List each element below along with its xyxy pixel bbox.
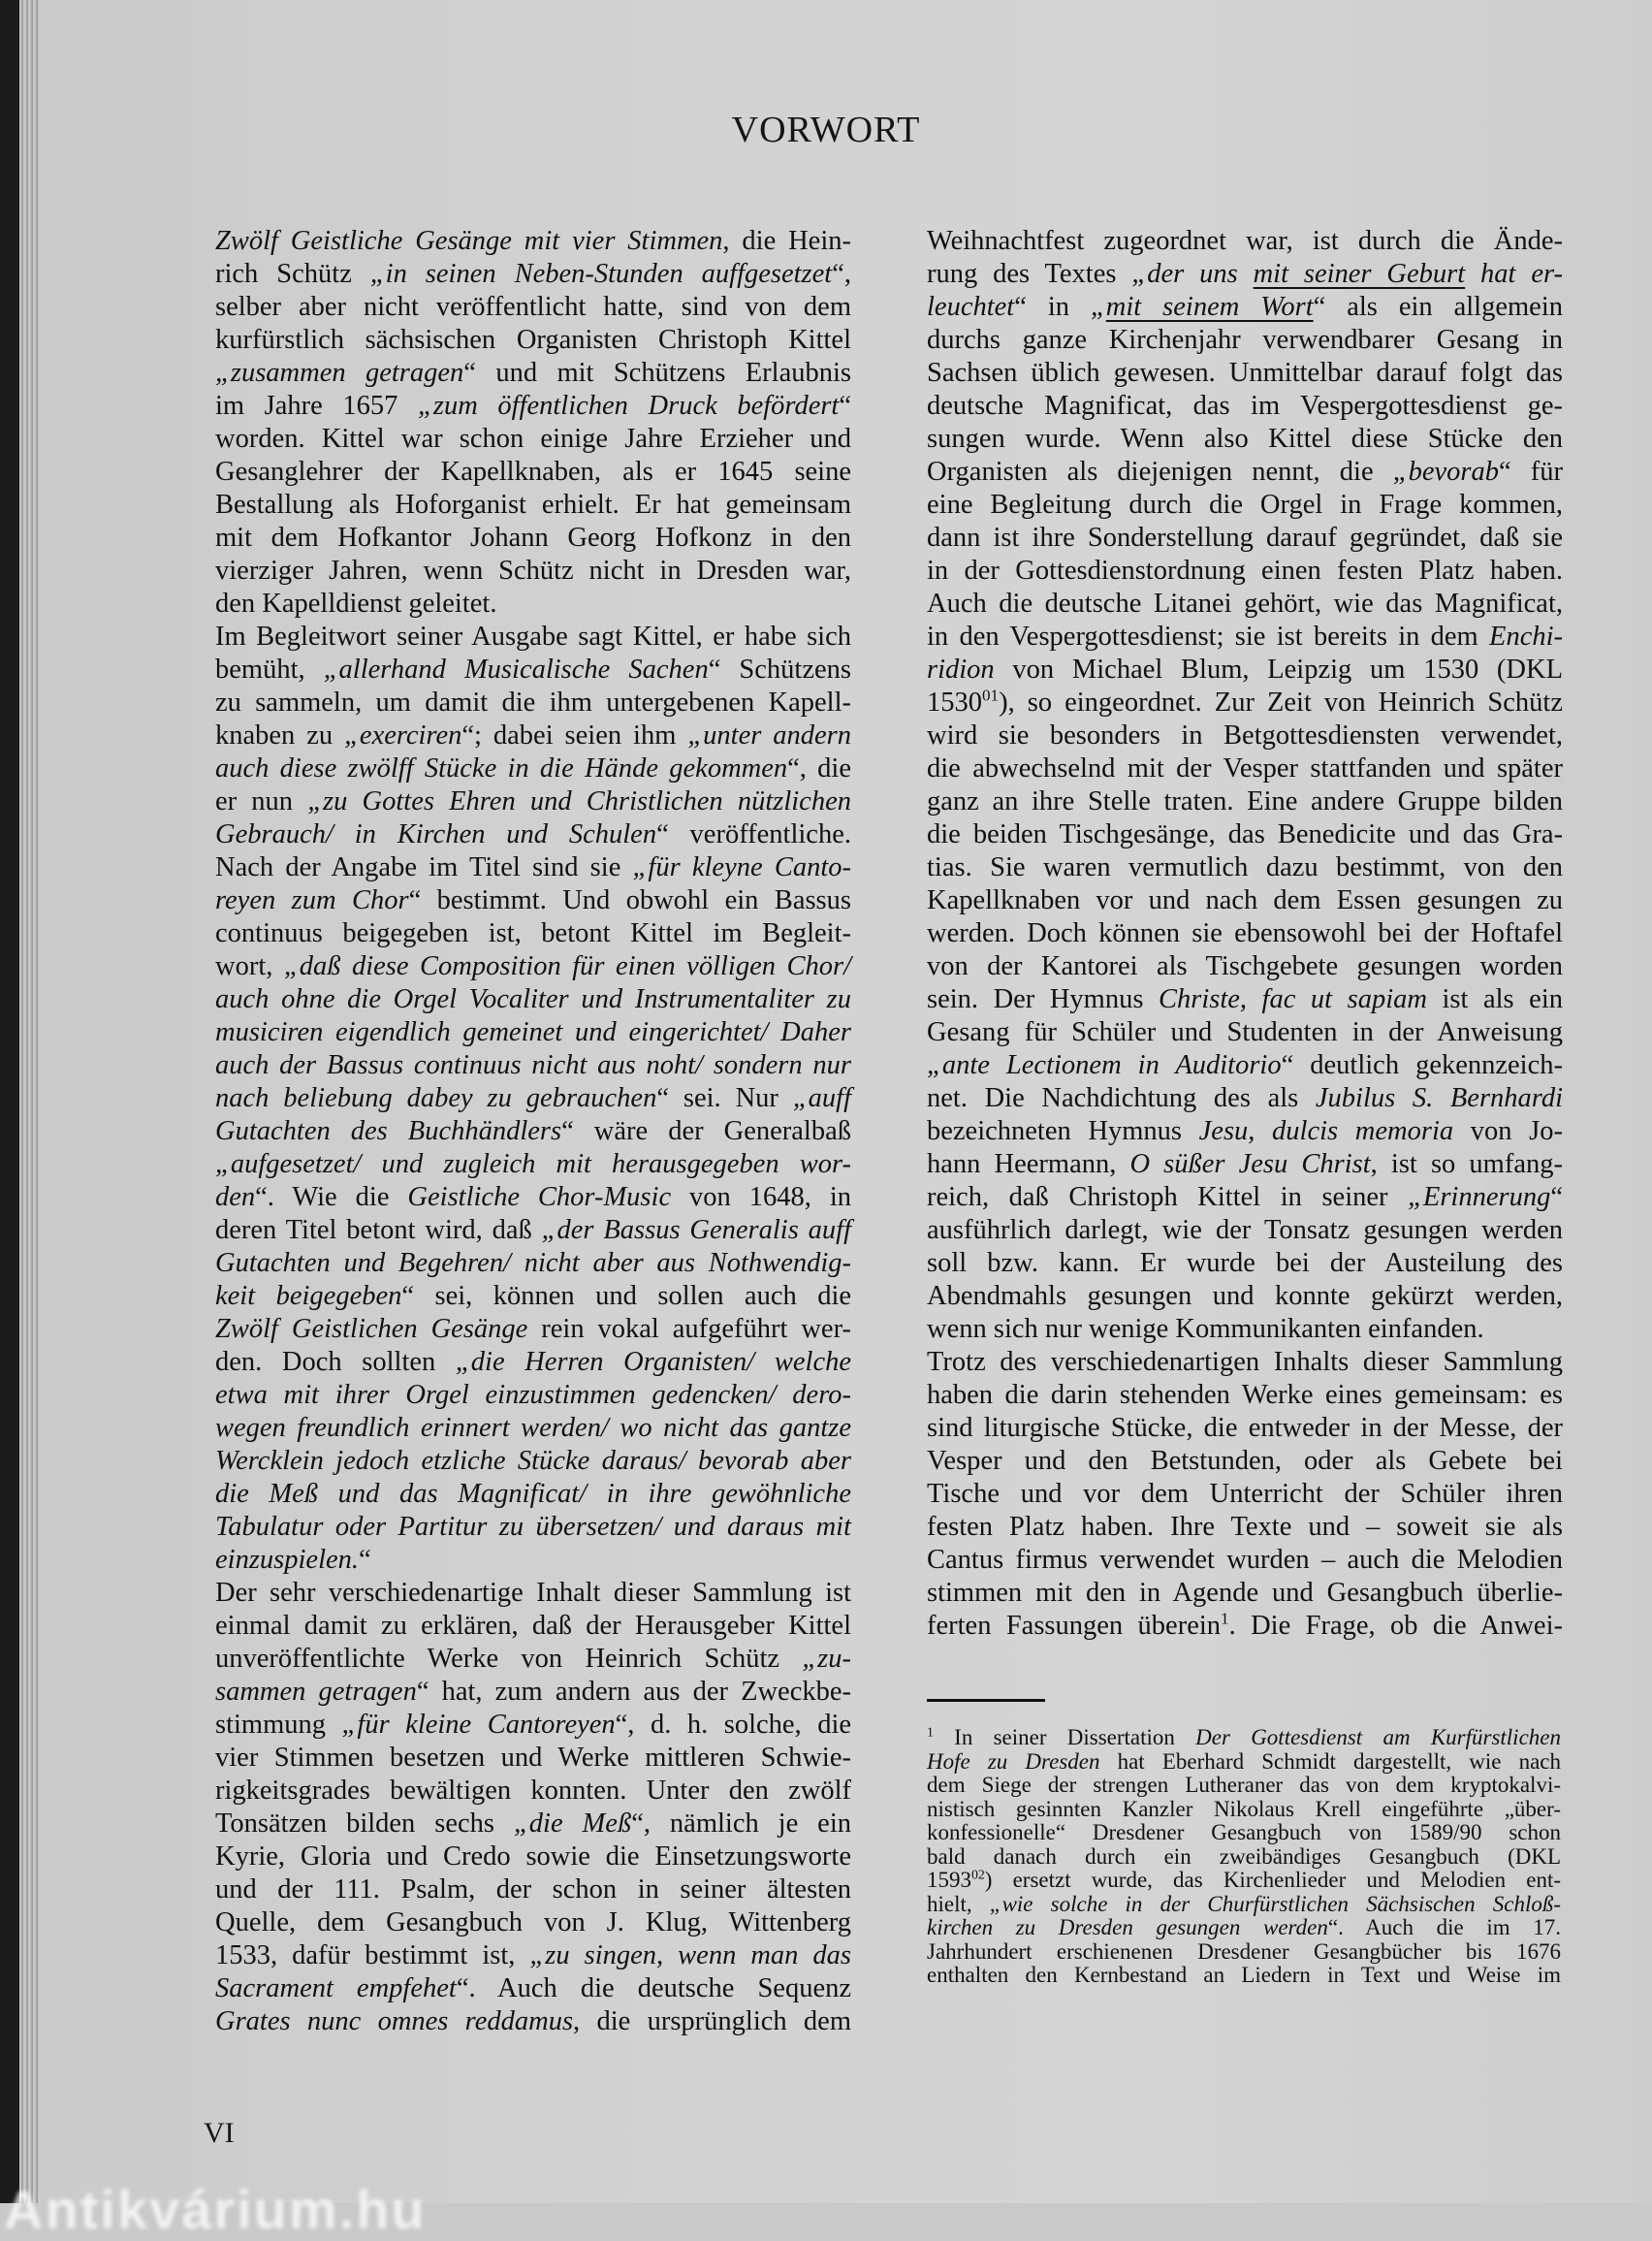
italic-text: Gebrauch/ in Kirchen und Schulen bbox=[215, 819, 657, 849]
text-line bbox=[215, 1379, 851, 1412]
italic-text: „Erinnerung bbox=[1408, 1182, 1551, 1212]
text-line bbox=[927, 1148, 1563, 1181]
text-line bbox=[215, 1049, 851, 1082]
text-run: Der sehr verschiedenartige Inhalt dieser Sammlung ist bbox=[215, 1578, 851, 1608]
text-line bbox=[215, 1346, 851, 1379]
text-line bbox=[215, 1709, 851, 1742]
text-run: Tonsätzen bilden sechs bbox=[215, 1809, 514, 1839]
text-run: bezeichneten Hymnus bbox=[927, 1116, 1199, 1146]
text-run: den Kapelldienst geleitet. bbox=[215, 589, 497, 619]
text-run: die abwechselnd mit der Vesper stattfanden und später bbox=[927, 753, 1563, 784]
text-line bbox=[215, 1742, 851, 1775]
right-column bbox=[927, 225, 1563, 1643]
text-run: reich, daß Christoph Kittel in seiner bbox=[927, 1182, 1409, 1212]
italic-text: reyen zum Chor bbox=[215, 885, 409, 915]
text-line bbox=[215, 324, 851, 357]
text-run: ganz an ihre Stelle traten. Eine andere Gruppe bilden bbox=[927, 786, 1563, 816]
text-line bbox=[215, 390, 851, 423]
text-line bbox=[215, 489, 851, 522]
text-line bbox=[927, 1379, 1563, 1412]
text-line bbox=[215, 1280, 851, 1313]
text-run: dann ist ihre Sonderstellung darauf gegründet, daß sie bbox=[927, 523, 1563, 553]
text-line bbox=[927, 1964, 1561, 1988]
italic-text: Jesu, dulcis memoria bbox=[1198, 1116, 1454, 1146]
text-run: Auch die deutsche Litanei gehört, wie das Magnificat, bbox=[927, 589, 1563, 619]
page-number: VI bbox=[204, 2117, 235, 2149]
text-run: “ deutlich gekennzeich- bbox=[1281, 1050, 1563, 1080]
text-line bbox=[215, 588, 851, 621]
text-line bbox=[927, 785, 1563, 818]
text-line bbox=[927, 752, 1563, 785]
text-run: konfessionelle“ Dresdener Gesangbuch von 1589/90 schon bbox=[927, 1820, 1561, 1844]
text-run: Kapellknaben vor und nach dem Essen gesungen zu bbox=[927, 885, 1563, 915]
text-line bbox=[927, 1821, 1561, 1845]
footnote-separator bbox=[927, 1699, 1045, 1702]
text-line bbox=[927, 621, 1563, 654]
text-run: die beiden Tischgesänge, das Benedicite und das Gra- bbox=[927, 819, 1563, 849]
text-line bbox=[927, 1774, 1561, 1798]
text-line bbox=[927, 1798, 1561, 1822]
footnote-marker: 1 bbox=[1221, 1609, 1229, 1628]
text-run: “ bbox=[1550, 1182, 1563, 1212]
text-run: den. Doch sollten bbox=[215, 1347, 456, 1377]
italic-text: Zwölf Geistlichen Gesänge bbox=[215, 1314, 528, 1344]
text-line bbox=[215, 1148, 851, 1181]
text-line bbox=[215, 1511, 851, 1544]
text-run: hann Heermann, bbox=[927, 1149, 1130, 1179]
italic-text: mit seinem Wort bbox=[1105, 292, 1314, 322]
italic-text: nach beliebung dabey zu gebrauchen bbox=[215, 1083, 657, 1113]
text-run: wird sie besonders in Betgottesdiensten verwendet, bbox=[927, 720, 1563, 751]
text-line bbox=[927, 1916, 1561, 1940]
text-run: von 1648, in bbox=[671, 1182, 851, 1212]
italic-text: „der Bassus Generalis auff bbox=[541, 1215, 851, 1245]
text-run: Bestallung als Hoforganist erhielt. Er hat gemeinsam bbox=[215, 490, 851, 520]
italic-text: „bevorab bbox=[1392, 457, 1499, 487]
text-run: mit dem Hofkantor Johann Georg Hofkonz in den bbox=[215, 523, 851, 553]
text-run: Abendmahls gesungen und konnte gekürzt werden, bbox=[927, 1281, 1563, 1311]
text-run: “, d. h. solche, die bbox=[615, 1710, 852, 1740]
italic-text: wegen freundlich erinnert werden/ wo nicht das gantze bbox=[215, 1413, 851, 1443]
text-line bbox=[215, 1082, 851, 1115]
text-run: von Michael Blum, Leipzig um 1530 (DKL bbox=[994, 655, 1563, 685]
text-run: worden. Kittel war schon einige Jahre Erzieher und bbox=[215, 424, 851, 454]
text-run: ), so eingeordnet. Zur Zeit von Heinrich Schütz bbox=[999, 688, 1563, 718]
text-run: Organisten als diejenigen nennt, die bbox=[927, 457, 1393, 487]
italic-text: „die Meß bbox=[513, 1809, 632, 1839]
italic-text: „aufgesetzet/ und zugleich mit herausgegeben wor- bbox=[215, 1149, 851, 1179]
text-run: im Jahre 1657 bbox=[215, 391, 419, 421]
text-run: “ veröffentliche. bbox=[656, 819, 851, 849]
text-line bbox=[215, 983, 851, 1016]
text-line bbox=[215, 950, 851, 983]
text-run: In seiner Dissertation bbox=[933, 1725, 1196, 1749]
text-line bbox=[927, 588, 1563, 621]
text-run: sind liturgische Stücke, die entweder in der Messe, der bbox=[927, 1413, 1563, 1443]
italic-text: „die Herren Organisten/ welche bbox=[455, 1347, 851, 1377]
text-line bbox=[215, 818, 851, 851]
text-run: rein vokal aufgeführt wer- bbox=[527, 1314, 851, 1344]
text-run: deren Titel betont wird, daß bbox=[215, 1215, 542, 1245]
text-line bbox=[215, 752, 851, 785]
text-run: einmal damit zu erklären, daß der Herausgeber Kittel bbox=[215, 1611, 851, 1641]
text-run: , ist so umfang- bbox=[1370, 1149, 1563, 1179]
text-run: in den Vespergottesdienst; sie ist bereits in dem bbox=[927, 622, 1490, 652]
italic-text: auch der Bassus continuus nicht aus noht/ sondern nur bbox=[215, 1050, 851, 1080]
text-run: “; dabei seien ihm bbox=[461, 720, 688, 751]
italic-text: auch diese zwölff Stücke in die Hände gekommen bbox=[215, 753, 788, 784]
italic-text: Gutachten und Begehren/ nicht aber aus Nothwendig- bbox=[215, 1248, 851, 1278]
italic-text: „exerciren bbox=[344, 720, 462, 751]
text-run: rung des Textes bbox=[927, 259, 1132, 289]
text-line bbox=[215, 1808, 851, 1841]
italic-text: auch ohne die Orgel Vocaliter und Instrumentaliter zu bbox=[215, 984, 851, 1014]
text-run: er nun bbox=[215, 786, 308, 816]
text-run: 1593 bbox=[927, 1868, 971, 1892]
text-line bbox=[927, 1280, 1563, 1313]
italic-text: Grates nunc omnes reddamus bbox=[215, 2006, 574, 2036]
text-run: Jahrhundert erschienenen Dresdener Gesangbücher bis 1676 bbox=[927, 1938, 1561, 1964]
text-run: enthalten den Kernbestand an Liedern in Text und Weise im bbox=[927, 1963, 1561, 1987]
text-run: wenn sich nur wenige Kommunikanten einfanden. bbox=[927, 1314, 1484, 1344]
page-edges bbox=[19, 0, 39, 2203]
text-run: in der Gottesdienstordnung einen festen Platz haben. bbox=[927, 556, 1563, 586]
italic-text: ridion bbox=[927, 655, 995, 685]
text-run: “. Auch die deutsche Sequenz bbox=[456, 1973, 851, 2003]
text-line bbox=[927, 950, 1563, 983]
italic-text: Sacrament empfehet bbox=[215, 1973, 457, 2003]
text-line bbox=[927, 324, 1563, 357]
italic-text: „allerhand Musicalische Sachen bbox=[323, 655, 709, 685]
text-line bbox=[215, 225, 851, 258]
text-run: zu sammeln, um damit die ihm untergebenen Kapell- bbox=[215, 688, 851, 718]
text-run: “ für bbox=[1498, 457, 1563, 487]
text-line bbox=[215, 720, 851, 752]
italic-text: Geistliche Chor-Music bbox=[407, 1182, 672, 1212]
text-line bbox=[927, 851, 1563, 884]
text-line bbox=[215, 1841, 851, 1873]
italic-text: „daß diese Composition für einen völligen Chor/ bbox=[283, 951, 851, 981]
text-run: “ bestimmt. Und obwohl ein Bassus bbox=[408, 885, 851, 915]
text-line bbox=[927, 1016, 1563, 1049]
text-run: ) ersetzt wurde, das Kirchenlieder und Melodien ent- bbox=[984, 1868, 1561, 1892]
text-run: ausführlich darlegt, wie der Tonsatz gesungen werden bbox=[927, 1215, 1563, 1245]
text-run: festen Platz haben. Ihre Texte und – soweit sie als bbox=[927, 1512, 1563, 1542]
italic-text: O süßer Jesu Christ bbox=[1129, 1149, 1371, 1179]
italic-text: Enchi- bbox=[1489, 622, 1563, 652]
text-line bbox=[215, 1214, 851, 1247]
text-run: stimmung bbox=[215, 1710, 342, 1740]
text-run: “ sei. Nur bbox=[656, 1083, 793, 1113]
text-line bbox=[927, 884, 1563, 917]
text-line bbox=[927, 1940, 1561, 1965]
text-run: vierziger Jahren, wenn Schütz nicht in Dresden war, bbox=[215, 556, 851, 586]
text-run: “ bbox=[359, 1545, 371, 1575]
text-run: 1533, dafür bestimmt ist, bbox=[215, 1940, 530, 1970]
italic-text: etwa mit ihrer Orgel einzustimmen gedencken/ dero- bbox=[215, 1380, 851, 1410]
text-run: “ in bbox=[1014, 292, 1091, 322]
italic-text: sammen getragen bbox=[215, 1677, 417, 1707]
text-run: bemüht, bbox=[215, 655, 324, 685]
text-line bbox=[215, 555, 851, 588]
text-run: Nach der Angabe im Titel sind sie bbox=[215, 852, 633, 882]
italic-text: keit beigegeben bbox=[215, 1281, 402, 1311]
text-run: deutsche Magnificat, das im Vespergottesdienst ge- bbox=[927, 391, 1563, 421]
italic-text: Wercklein jedoch etzliche Stücke daraus/ bevorab aber bbox=[215, 1446, 851, 1476]
page-title: VORWORT bbox=[731, 110, 921, 150]
italic-text: „ante Lectionem in Auditorio bbox=[927, 1050, 1282, 1080]
text-run: dem Siege der strengen Lutheraner das von dem kryptokalvi- bbox=[927, 1773, 1561, 1797]
text-run: hielt, bbox=[927, 1891, 990, 1916]
text-line bbox=[927, 489, 1563, 522]
text-line bbox=[927, 423, 1563, 456]
text-line bbox=[215, 1478, 851, 1511]
text-run: Gesang für Schüler und Studenten in der Anweisung bbox=[927, 1017, 1563, 1047]
text-run: von Jo- bbox=[1453, 1116, 1563, 1146]
text-run: soll bzw. kann. Er wurde bei der Austeilung des bbox=[927, 1248, 1563, 1278]
text-run: selber aber nicht veröffentlicht hatte, sind von dem bbox=[215, 292, 851, 322]
text-line bbox=[927, 1082, 1563, 1115]
italic-text: Zwölf Geistliche Gesänge mit vier Stimmen bbox=[215, 226, 723, 256]
text-run: ferten Fassungen überein bbox=[927, 1611, 1222, 1641]
italic-text: „in seinen Neben-Stunden auffgesetzet bbox=[369, 259, 833, 289]
italic-text: „zusammen getragen bbox=[215, 358, 464, 388]
text-run: stimmen mit den in Agende und Gesangbuch überlie- bbox=[927, 1578, 1563, 1608]
text-run: “, bbox=[832, 259, 851, 289]
italic-text: Jubilus S. Bernhardi bbox=[1315, 1083, 1564, 1113]
text-line bbox=[927, 917, 1563, 950]
text-run: “ als ein allgemein bbox=[1313, 292, 1563, 322]
text-run: “. Auch die im 17. bbox=[1327, 1915, 1561, 1939]
text-line bbox=[215, 1873, 851, 1906]
italic-text: „wie solche in der Churfürstlichen Sächsischen Schloß- bbox=[989, 1891, 1561, 1916]
text-line bbox=[927, 555, 1563, 588]
left-column bbox=[215, 225, 851, 2038]
text-line bbox=[215, 291, 851, 324]
text-line bbox=[927, 291, 1563, 324]
text-line bbox=[215, 1412, 851, 1445]
text-line bbox=[927, 1869, 1561, 1893]
italic-text: den bbox=[215, 1182, 256, 1212]
text-run: Trotz des verschiedenartigen Inhalts dieser Sammlung bbox=[927, 1347, 1563, 1377]
italic-text: „zu Gottes Ehren und Christlichen nützlichen bbox=[307, 786, 851, 816]
footnote-marker: 01 bbox=[982, 686, 1000, 705]
text-line bbox=[927, 258, 1563, 291]
text-run: knaben zu bbox=[215, 720, 345, 751]
text-run: Vesper und den Betstunden, oder als Gebete bei bbox=[927, 1446, 1563, 1476]
text-run: vier Stimmen besetzen und Werke mittleren Schwie- bbox=[215, 1743, 851, 1773]
text-run: “. Wie die bbox=[255, 1182, 408, 1212]
text-run: Gesanglehrer der Kapellknaben, als er 1645 seine bbox=[215, 457, 851, 487]
text-run: continuus beigegeben ist, betont Kittel im Begleit- bbox=[215, 918, 851, 948]
text-line bbox=[927, 456, 1563, 489]
text-run: , die ursprünglich dem bbox=[573, 2006, 851, 2036]
text-line bbox=[215, 917, 851, 950]
italic-text: „für kleyne Canto- bbox=[632, 852, 851, 882]
text-run: durchs ganze Kirchenjahr verwendbarer Gesang in bbox=[927, 325, 1563, 355]
text-line bbox=[927, 1412, 1563, 1445]
text-run: “ hat, zum andern aus der Zweckbe- bbox=[416, 1677, 851, 1707]
text-run: und der 111. Psalm, der schon in seiner ältesten bbox=[215, 1874, 851, 1905]
text-line bbox=[215, 851, 851, 884]
italic-text: mit seiner Geburt bbox=[1253, 259, 1466, 289]
text-line bbox=[215, 1544, 851, 1577]
text-line bbox=[215, 1906, 851, 1939]
text-line bbox=[927, 654, 1563, 687]
text-line bbox=[927, 390, 1563, 423]
text-line bbox=[927, 720, 1563, 752]
italic-text: Hofe zu Dresden bbox=[927, 1748, 1100, 1774]
italic-text: „zum öffentlichen Druck befördert bbox=[418, 391, 840, 421]
text-run: von der Kantorei als Tischgebete gesungen worden bbox=[927, 951, 1563, 981]
italic-text: „zu singen, wenn man das bbox=[529, 1940, 852, 1970]
text-line bbox=[215, 1577, 851, 1610]
text-run: , die Hein- bbox=[722, 226, 851, 256]
text-run: wort, bbox=[215, 951, 284, 981]
text-run: Kyrie, Gloria und Credo sowie die Einsetzungsworte bbox=[215, 1841, 851, 1872]
footnote-marker: 02 bbox=[971, 1867, 985, 1882]
text-run: “ Schützens bbox=[708, 655, 851, 685]
italic-text: Gutachten des Buchhändlers bbox=[215, 1116, 562, 1146]
text-line bbox=[215, 1610, 851, 1643]
text-run: unveröffentlichte Werke von Heinrich Schütz bbox=[215, 1644, 803, 1674]
text-run: “ bbox=[839, 391, 852, 421]
italic-text: musiciren eigendlich gemeinet und eingerichtet/ Daher bbox=[215, 1017, 851, 1047]
text-line bbox=[927, 357, 1563, 390]
text-run: Weihnachtfest zugeordnet war, ist durch die Ände- bbox=[927, 226, 1563, 256]
text-line bbox=[927, 1845, 1561, 1870]
text-line bbox=[215, 1643, 851, 1676]
watermark: Antikvárium.hu bbox=[4, 2179, 427, 2240]
text-line bbox=[215, 1115, 851, 1148]
text-line bbox=[927, 1893, 1561, 1917]
text-line bbox=[215, 785, 851, 818]
text-run: hat Eberhard Schmidt dargestellt, wie nach bbox=[1099, 1748, 1562, 1774]
italic-text: Christe, fac ut sapiam bbox=[1158, 984, 1427, 1014]
text-run: “ sei, können und sollen auch die bbox=[401, 1281, 852, 1311]
text-line bbox=[927, 1346, 1563, 1379]
text-line bbox=[215, 1775, 851, 1808]
italic-text: kirchen zu Dresden gesungen werden bbox=[927, 1915, 1328, 1939]
text-line bbox=[927, 983, 1563, 1016]
text-line bbox=[215, 687, 851, 720]
text-run: “, die bbox=[787, 753, 852, 784]
text-run: bald danach durch ein zweibändiges Gesangbuch (DKL bbox=[927, 1843, 1561, 1869]
italic-text: „zu- bbox=[802, 1644, 851, 1674]
text-line bbox=[215, 258, 851, 291]
text-line bbox=[927, 1247, 1563, 1280]
text-line bbox=[927, 522, 1563, 555]
text-run: Cantus firmus verwendet wurden – auch die Melodien bbox=[927, 1545, 1563, 1575]
italic-text: die Meß und das Magnificat/ in ihre gewöhnliche bbox=[215, 1479, 851, 1509]
text-run: eine Begleitung durch die Orgel in Frage kommen, bbox=[927, 490, 1563, 520]
text-line bbox=[927, 687, 1563, 720]
italic-text: Der Gottesdienst am Kurfürstlichen bbox=[1195, 1725, 1561, 1749]
text-line bbox=[927, 1610, 1563, 1643]
text-run: haben die darin stehenden Werke eines gemeinsam: es bbox=[927, 1380, 1563, 1410]
text-run: Quelle, dem Gesangbuch von J. Klug, Wittenberg bbox=[215, 1907, 851, 1937]
text-line bbox=[927, 1750, 1561, 1775]
italic-text: leuchtet bbox=[927, 292, 1015, 322]
text-line bbox=[927, 1544, 1563, 1577]
footnote bbox=[927, 1726, 1561, 1988]
text-run: “ wäre der Generalbaß bbox=[561, 1116, 851, 1146]
text-run: 1530 bbox=[927, 688, 982, 718]
text-line bbox=[927, 1511, 1563, 1544]
italic-text: Tabulatur oder Partitur zu übersetzen/ und daraus mit bbox=[215, 1512, 851, 1542]
text-line bbox=[215, 1181, 851, 1214]
text-line bbox=[927, 1115, 1563, 1148]
book-binding-shadow bbox=[0, 0, 21, 2203]
text-line bbox=[215, 654, 851, 687]
text-run: Sachsen üblich gewesen. Unmittelbar darauf folgt das bbox=[927, 358, 1563, 388]
italic-text: „ bbox=[1090, 292, 1106, 322]
text-line bbox=[215, 1676, 851, 1709]
italic-text: „unter andern bbox=[687, 720, 851, 751]
text-line bbox=[215, 1247, 851, 1280]
text-line bbox=[927, 1181, 1563, 1214]
text-run: rich Schütz bbox=[215, 259, 370, 289]
text-run: net. Die Nachdichtung des als bbox=[927, 1083, 1316, 1113]
text-line bbox=[927, 225, 1563, 258]
text-line bbox=[927, 1445, 1563, 1478]
italic-text: „auff bbox=[792, 1083, 851, 1113]
text-run: nistisch gesinnten Kanzler Nikolaus Krell eingeführte „über- bbox=[927, 1796, 1561, 1821]
italic-text: einzuspielen. bbox=[215, 1545, 360, 1575]
text-run: . Die Frage, ob die Anwei- bbox=[1228, 1611, 1563, 1641]
text-run: sungen wurde. Wenn also Kittel diese Stücke den bbox=[927, 424, 1563, 454]
text-line bbox=[215, 2005, 851, 2038]
text-run: sein. Der Hymnus bbox=[927, 984, 1159, 1014]
text-line bbox=[215, 522, 851, 555]
text-line bbox=[215, 1313, 851, 1346]
italic-text: hat er- bbox=[1465, 259, 1563, 289]
text-line bbox=[927, 1478, 1563, 1511]
text-run: rigkeitsgrades bewältigen konnten. Unter den zwölf bbox=[215, 1776, 851, 1806]
text-line bbox=[927, 1313, 1563, 1346]
text-line bbox=[927, 1214, 1563, 1247]
text-line bbox=[927, 818, 1563, 851]
text-line bbox=[927, 1577, 1563, 1610]
footnote-marker: 1 bbox=[927, 1724, 934, 1740]
text-run: werden. Doch können sie ebensowohl bei der Hoftafel bbox=[927, 918, 1563, 948]
text-line bbox=[215, 456, 851, 489]
text-line bbox=[215, 1445, 851, 1478]
text-run: “ und mit Schützens Erlaubnis bbox=[463, 358, 851, 388]
text-run: Tische und vor dem Unterricht der Schüler ihren bbox=[927, 1479, 1563, 1509]
italic-text: „für kleine Cantoreyen bbox=[341, 1710, 616, 1740]
text-line bbox=[215, 1939, 851, 1972]
text-run: ist als ein bbox=[1426, 984, 1563, 1014]
text-line bbox=[215, 884, 851, 917]
text-line bbox=[215, 423, 851, 456]
text-line bbox=[927, 1049, 1563, 1082]
text-line bbox=[927, 1726, 1561, 1750]
text-run: tias. Sie waren vermutlich dazu bestimmt, von den bbox=[927, 852, 1563, 882]
text-run: kurfürstlich sächsischen Organisten Christoph Kittel bbox=[215, 325, 851, 355]
text-run: Im Begleitwort seiner Ausgabe sagt Kittel, er habe sich bbox=[215, 622, 851, 652]
italic-text: „der uns bbox=[1131, 259, 1254, 289]
text-line bbox=[215, 1972, 851, 2005]
text-line bbox=[215, 357, 851, 390]
text-line bbox=[215, 621, 851, 654]
text-run: “, nämlich je ein bbox=[631, 1809, 852, 1839]
text-line bbox=[215, 1016, 851, 1049]
